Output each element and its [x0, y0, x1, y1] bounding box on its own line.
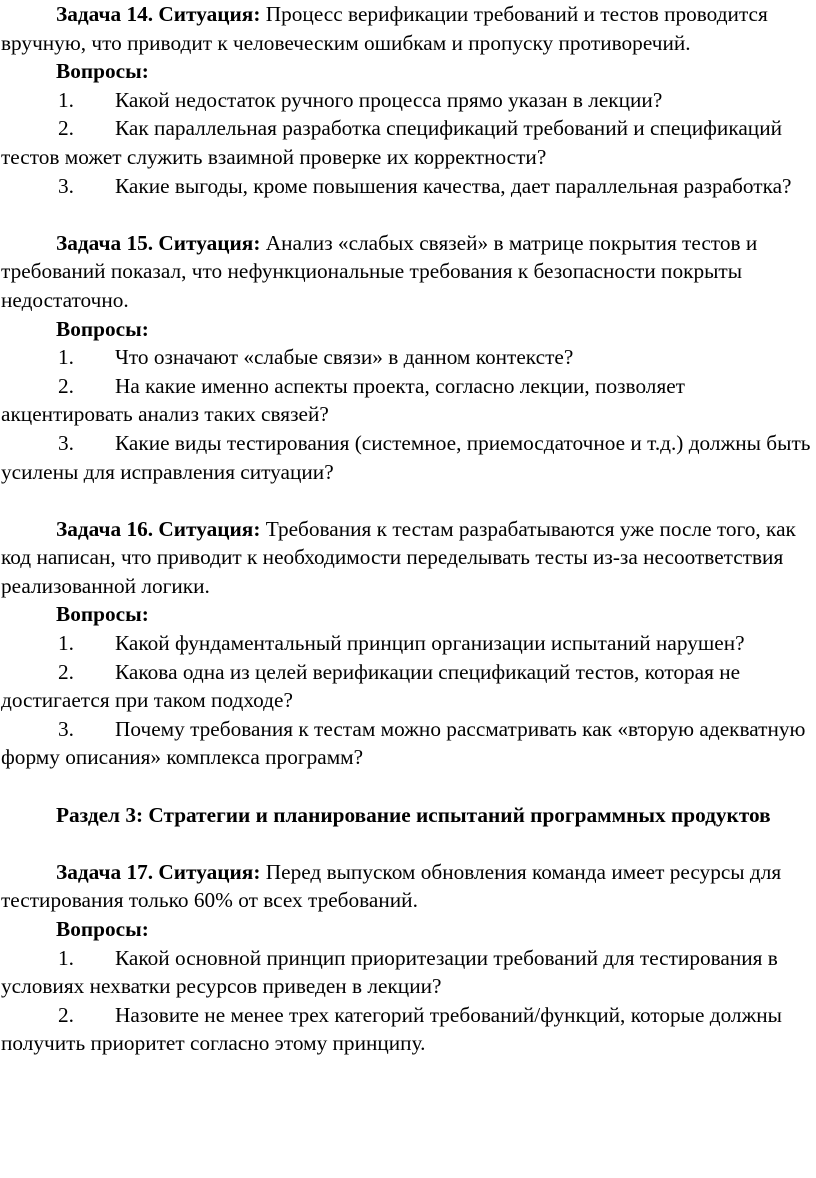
task-14-title: Задача 14.: [56, 2, 154, 26]
task-15-question-1: 1. Что означают «слабые связи» в данном контексте?: [58, 345, 574, 370]
task-17-situation-text: Перед выпуском обновления команда имеет ресурсы для тестирования только 60% от всех требований.: [1, 859, 782, 913]
spacer: [1, 486, 816, 515]
task-17-questions-label: Вопросы:: [56, 917, 149, 941]
task-14-situation-text: Процесс верификации требований и тестов проводится вручную, что приводит к человеческим ошибкам и пропуску противоречий.: [1, 2, 768, 55]
task-14-question-1: 1. Какой недостаток ручного процесса прямо указан в лекции?: [58, 87, 663, 112]
task-15-situation-text: Анализ «слабых связей» в матрице покрытия тестов и требований показал, что нефункциональные требования к безопасности покрыты недостаточно.: [1, 230, 758, 312]
spacer: [1, 200, 816, 229]
spacer: [1, 772, 816, 801]
task-17-question-2: 2. Назовите не менее трех категорий требований/функций, которые должны получить приоритет согласно этому принципу.: [1, 1002, 782, 1056]
task-16-situation: [1, 515, 816, 601]
task-15-question-2: 2. На какие именно аспекты проекта, согласно лекции, позволяет акцентировать анализ таких связей?: [1, 373, 685, 427]
task-15-title: Задача 15.: [56, 230, 154, 255]
task-16-question-2: 2. Какова одна из целей верификации спецификаций тестов, которая не достигается при таком подходе?: [1, 659, 741, 713]
task-16-question-1: 1. Какой фундаментальный принцип организации испытаний нарушен?: [58, 631, 745, 656]
task-16-title: Задача 16.: [56, 516, 154, 541]
task-15-situation: [1, 229, 816, 315]
task-16-question-3: 3. Почему требования к тестам можно рассматривать как «вторую адекватную форму описания» комплекса программ?: [1, 716, 806, 770]
task-15-questions-label: Вопросы:: [56, 316, 149, 341]
task-17-title: Задача 17.: [56, 859, 154, 884]
task-14-questions-label: Вопросы:: [56, 59, 149, 84]
task-14-situation-label: Ситуация:: [158, 2, 261, 26]
task-16-situation-text: Требования к тестам разрабатываются уже после того, как код написан, что приводит к необходимости переделывать тесты из-за несоответствия реализованной логики.: [1, 516, 796, 598]
task-16-situation-label: Ситуация:: [158, 516, 261, 541]
section-heading: Раздел 3: Стратегии и планирование испытаний программных продуктов: [56, 802, 771, 827]
task-15-question-3: 3. Какие виды тестирования (системное, приемосдаточное и т.д.) должны быть усилены для исправления ситуации?: [1, 430, 811, 484]
spacer: [1, 829, 816, 858]
task-14-question-3: 3. Какие выгоды, кроме повышения качества, дает параллельная разработка?: [58, 173, 792, 198]
task-14-situation: [1, 0, 816, 57]
task-17-situation-label: Ситуация:: [158, 859, 261, 884]
task-16-questions-label: Вопросы:: [56, 602, 149, 627]
task-15-situation-label: Ситуация:: [158, 230, 261, 255]
task-14-question-2: 2. Как параллельная разработка спецификаций требований и спецификаций тестов может служить взаимной проверке их корректности?: [1, 116, 782, 169]
task-17-question-1: 1. Какой основной принцип приоритезации требований для тестирования в условиях нехватки ресурсов приведен в лекции?: [1, 945, 778, 999]
task-17-situation: [1, 858, 816, 915]
